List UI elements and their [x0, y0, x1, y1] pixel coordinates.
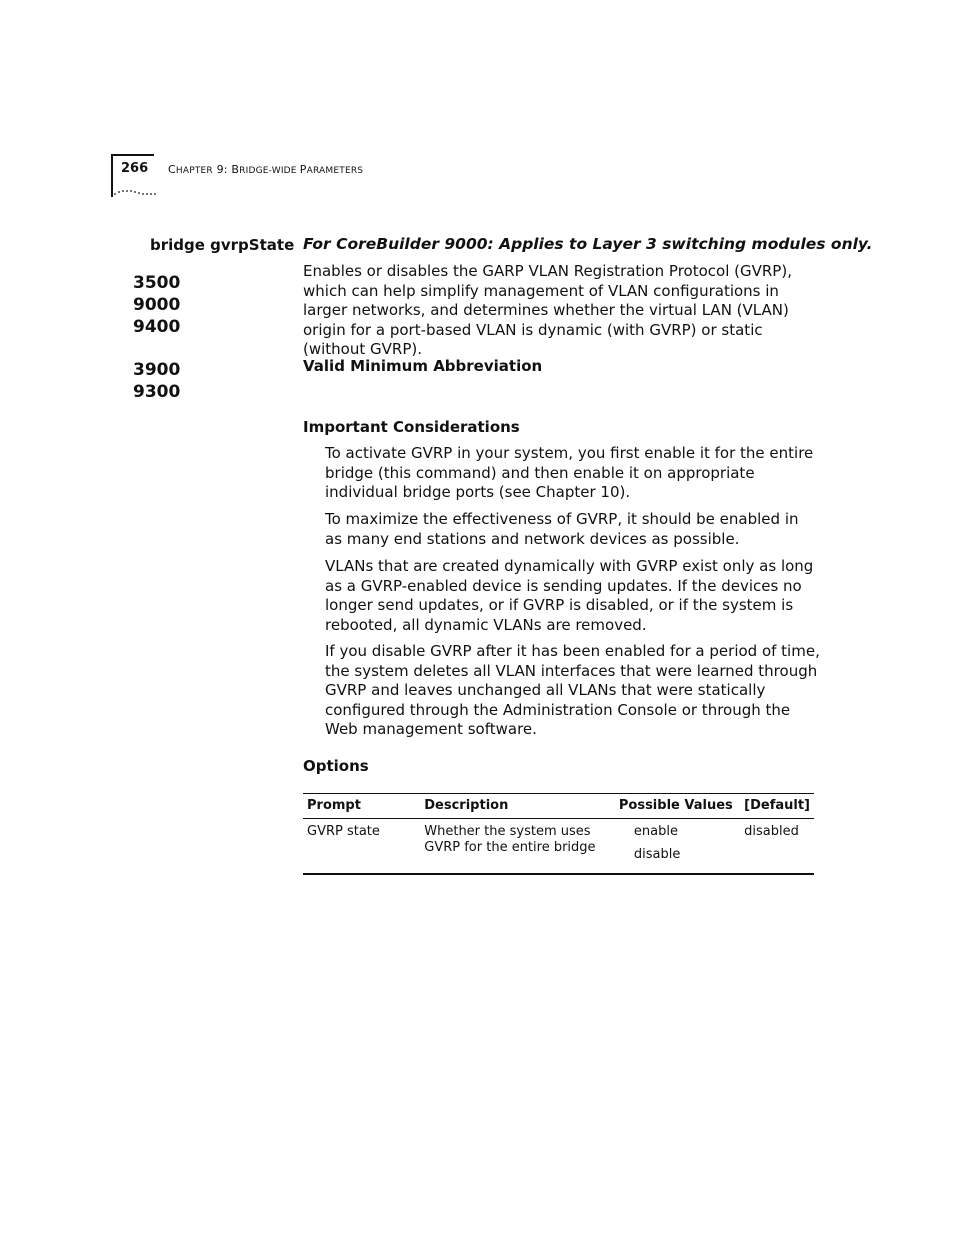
column-header-default: [Default] — [740, 794, 814, 819]
cell-default: disabled — [744, 824, 799, 839]
important-considerations-heading: Important Considerations — [303, 418, 520, 436]
cell-possible-values — [615, 819, 740, 875]
command-name: bridge gvrpState — [150, 236, 295, 254]
dotted-ornament — [112, 186, 156, 196]
consideration-paragraph: To maximize the effectiveness of GVRP, it should be enabled in as many end stations and network devices as possible. — [325, 510, 799, 548]
column-header-description: Description — [420, 794, 615, 819]
options-table — [303, 793, 814, 875]
corner-rule-horizontal — [111, 154, 154, 156]
platform-label: 9400 — [133, 317, 181, 337]
value-option: enable — [633, 824, 678, 839]
chapter-header: CHAPTER 9: BRIDGE-WIDE PARAMETERS — [168, 163, 364, 176]
table-header-row — [303, 794, 814, 819]
column-header-possible-values: Possible Values — [615, 794, 740, 819]
platform-label: 9000 — [133, 295, 181, 315]
consideration-paragraph: If you disable GVRP after it has been enabled for a period of time, the system deletes all VLAN interfaces that were learned through GVRP and leaves unchanged all VLANs that were statically configured through the Administration Console or through the Web management software. — [325, 642, 820, 738]
cell-description: Whether the system uses GVRP for the entire bridge — [424, 824, 596, 855]
table-row — [303, 819, 814, 875]
applies-note: For CoreBuilder 9000: Applies to Layer 3 switching modules only. — [303, 235, 873, 253]
consideration-paragraph: VLANs that are created dynamically with GVRP exist only as long as a GVRP-enabled device is sending updates. If the devices no longer send updates, or if GVRP is disabled, or if the system is rebooted, all dynamic VLANs are removed. — [325, 557, 814, 634]
options-heading: Options — [303, 757, 369, 775]
page-number: 266 — [121, 161, 149, 176]
column-header-prompt: Prompt — [303, 794, 420, 819]
cell-prompt: GVRP state — [307, 824, 380, 839]
consideration-paragraph: To activate GVRP in your system, you first enable it for the entire bridge (this command) and then enable it on appropriate individual bridge ports (see Chapter 10). — [325, 444, 814, 501]
value-option: disable — [633, 847, 681, 862]
platform-list-2 — [133, 359, 180, 403]
command-description: Enables or disables the GARP VLAN Registration Protocol (GVRP), which can help simplify management of VLAN configurations in larger networks, and determines whether the virtual LAN (VLAN) origin for a port-based VLAN is dynamic (with GVRP) or static (without GVRP). — [303, 262, 792, 358]
platform-label: 3900 — [133, 360, 181, 380]
platform-list-1 — [133, 272, 180, 338]
platform-label: 3500 — [133, 273, 181, 293]
valid-min-abbrev-heading: Valid Minimum Abbreviation — [303, 357, 543, 375]
platform-label: 9300 — [133, 382, 181, 402]
